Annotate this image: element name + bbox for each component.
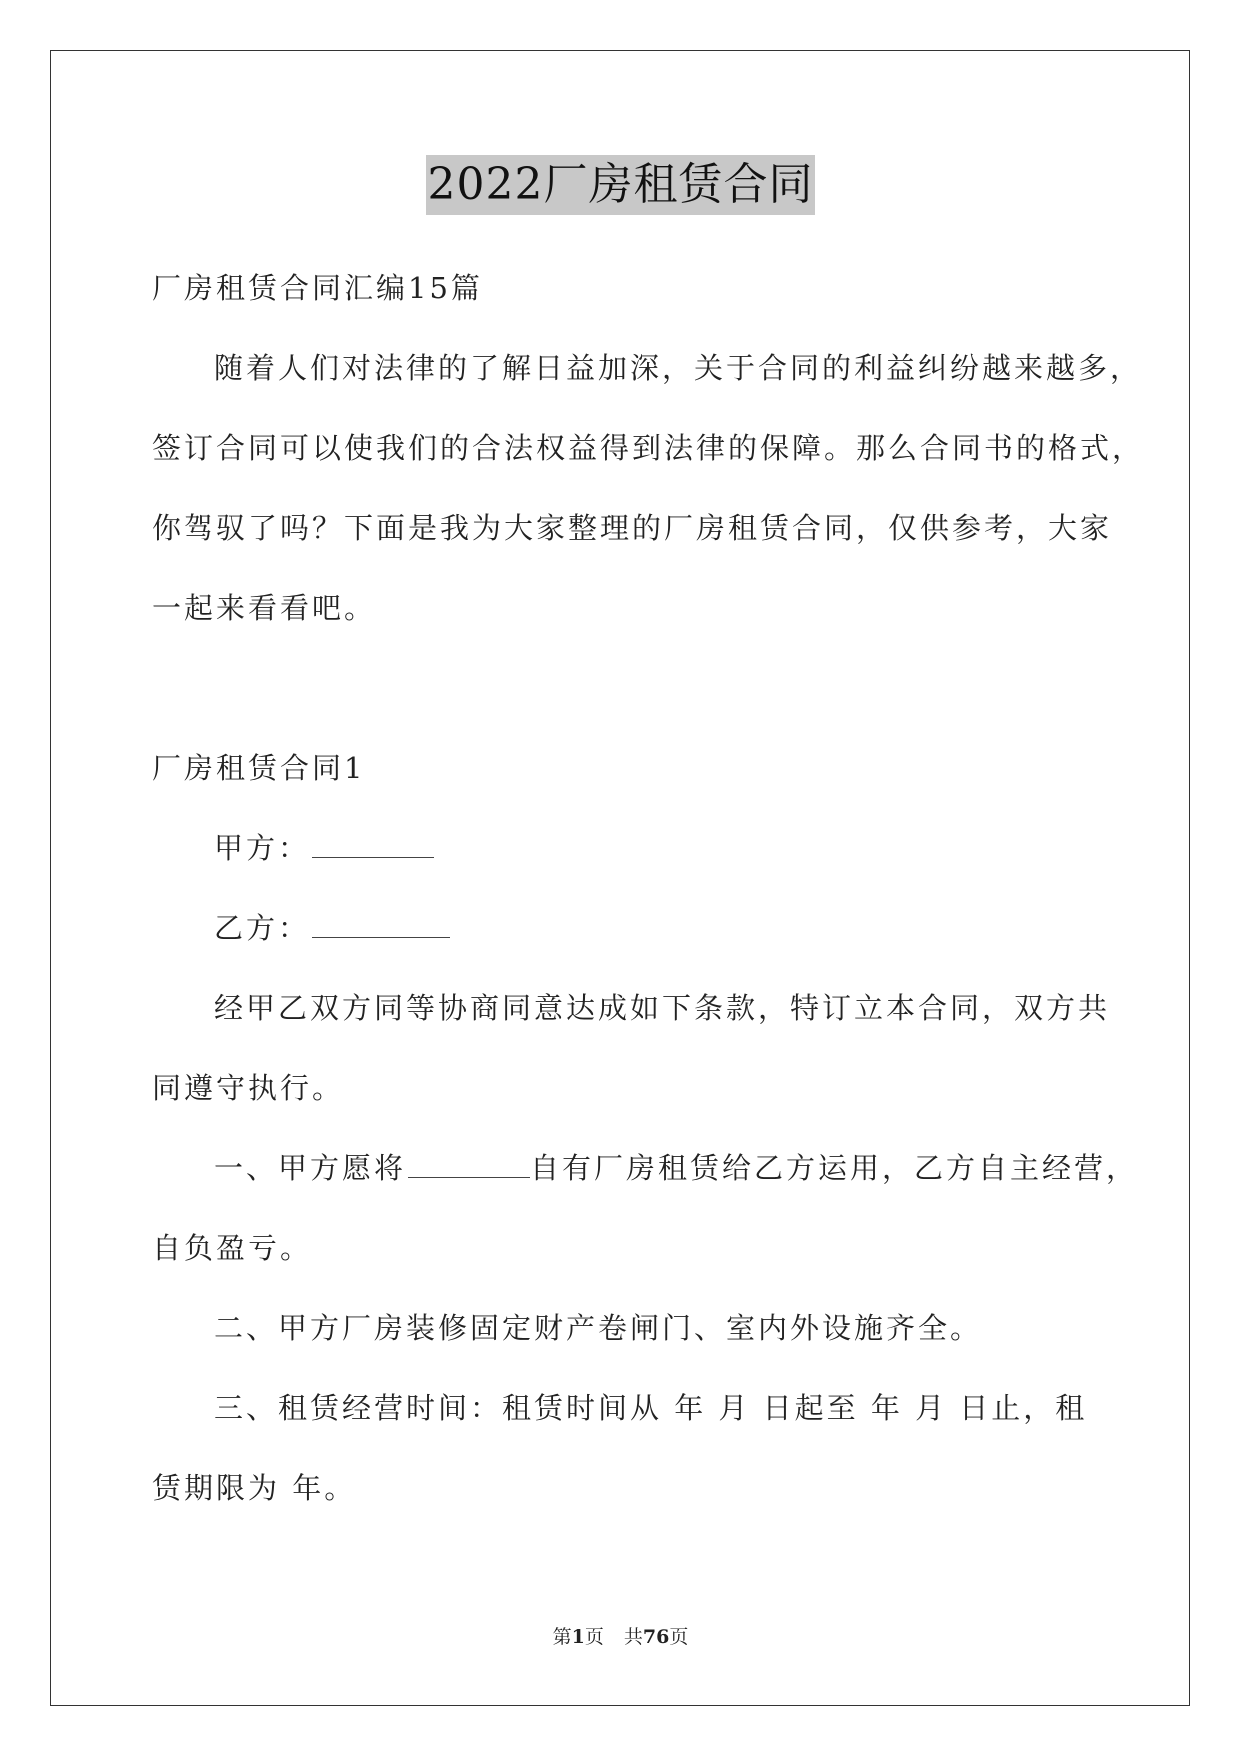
agreement-line-1: 经甲乙双方同等协商同意达成如下条款，特订立本合同，双方共	[214, 991, 1111, 1025]
intro-line-1: 随着人们对法律的了解日益加深，关于合同的利益纠纷越来越多，	[214, 351, 1143, 385]
intro-line-4: 一起来看看吧。	[152, 591, 377, 625]
clause-1-line-2: 自负盈亏。	[152, 1231, 313, 1265]
party-a-blank	[312, 831, 434, 858]
party-a-line	[214, 828, 434, 868]
subtitle: 厂房租赁合同汇编15篇	[152, 271, 483, 305]
party-b-label: 乙方：	[214, 911, 311, 945]
intro-line-2: 签订合同可以使我们的合法权益得到法律的保障。那么合同书的格式，	[152, 431, 1145, 465]
clause-1-blank	[408, 1151, 530, 1178]
page-footer	[0, 1625, 1241, 1649]
clause-1-suffix: 自有厂房租赁给乙方运用，乙方自主经营，	[530, 1151, 1139, 1185]
section-title: 厂房租赁合同1	[152, 751, 366, 785]
clause-3-line-1: 三、租赁经营时间：租赁时间从 年 月 日起至 年 月 日止，租	[214, 1391, 1088, 1425]
footer-page-number: 1	[571, 1626, 585, 1648]
footer-page-suffix: 页	[584, 1626, 604, 1648]
footer-total-number: 76	[642, 1626, 670, 1648]
document-title: 2022厂房租赁合同	[426, 155, 816, 215]
party-a-label: 甲方：	[214, 831, 311, 865]
clause-3-line-2: 赁期限为 年。	[152, 1471, 357, 1505]
clause-2: 二、甲方厂房装修固定财产卷闸门、室内外设施齐全。	[214, 1311, 983, 1345]
footer-page-prefix: 第	[552, 1626, 572, 1648]
intro-line-3: 你驾驭了吗？下面是我为大家整理的厂房租赁合同，仅供参考，大家	[152, 511, 1113, 545]
footer-total-prefix: 共	[623, 1626, 643, 1648]
footer-total-suffix: 页	[669, 1626, 689, 1648]
agreement-line-2: 同遵守执行。	[152, 1071, 345, 1105]
party-b-line	[214, 908, 450, 948]
title-container	[0, 155, 1241, 215]
clause-1-line-1	[214, 1148, 1138, 1188]
clause-1-prefix: 一、甲方愿将	[214, 1151, 407, 1185]
party-b-blank	[312, 911, 450, 938]
